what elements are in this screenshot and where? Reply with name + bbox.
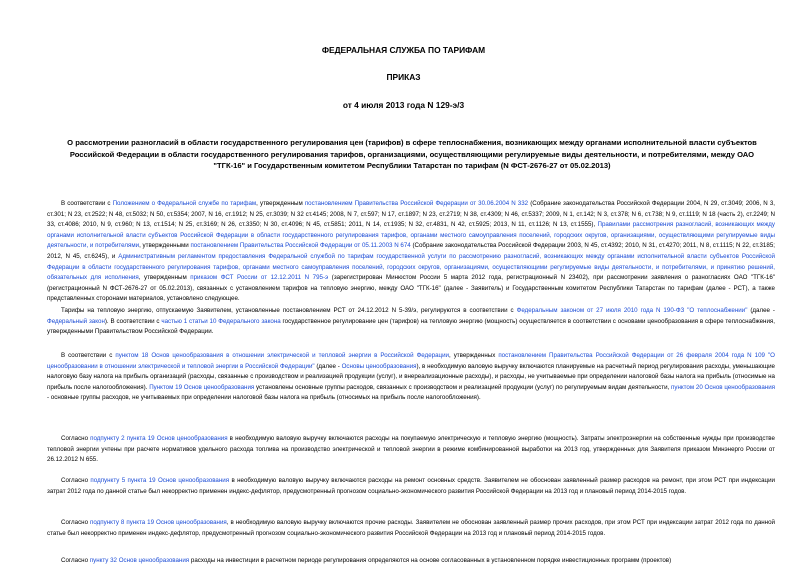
paragraph bbox=[47, 306, 775, 338]
paragraph-text: Согласно bbox=[61, 477, 91, 484]
document-link[interactable]: постановлением Правительства Российской Федерации от 05.11.2003 N 674 bbox=[190, 242, 411, 250]
document-link[interactable]: Федеральным законом от 27 июля 2010 года N 190-ФЗ "О теплоснабжении" bbox=[516, 307, 748, 314]
paragraph bbox=[47, 434, 775, 466]
paragraph-text: (Собрание законодательства Российской Федерации 2003, N 45, ст.4392; 2010, N 31, ст.4270; 2011, N 8, ст.1115; N 22, ст.3185; 2012, N 45, ст.6245), и bbox=[47, 242, 775, 260]
document-link[interactable]: подпункту 5 пункта 19 Основ ценообразования bbox=[90, 477, 230, 484]
paragraph-text: Согласно bbox=[61, 435, 91, 442]
document-link[interactable]: Административным регламентом предоставления Федеральной службой по тарифам государственной услуги по рассмотрению разногласий, возникающих между органами исполнительной власти субъектов Российской Федерации в области государственного регулирования тарифов, органами местного самоуправления поселений, городских округов, организациями, осуществляющими регулируемые виды деятельности, и потребителями, и принятию решений, обязательных для исполнения bbox=[47, 252, 776, 282]
paragraph-text: расходы на инвестиции в расчетном периоде регулирования определяются на основе согласованных в установленном порядке инвестиционных программ (проектов) bbox=[189, 557, 672, 564]
paragraph-text: (далее - bbox=[314, 362, 342, 370]
document-link[interactable]: подпункту 8 пункта 19 Основ ценообразования bbox=[90, 519, 227, 526]
document-type-heading: ПРИКАЗ bbox=[386, 72, 421, 82]
document-date-number: от 4 июля 2013 года N 129-э/3 bbox=[342, 100, 465, 110]
paragraph-text: ), в необходимую валовую выручку включаются планируемые на расчетный период регулирования расходы, уменьшающие налоговую базу налога на прибыль организаций (расходы, связанные с производством и реализацией продукции (услуг), и внереализационные расходы), и расходы, не учитываемые при определении налоговой базы налога на прибыль (относимые на прибыль после налогообложения). bbox=[47, 362, 775, 391]
paragraph-text: (зарегистрирован Минюстом России 5 марта 2012 года, регистрационный N 23402), при рассмотрении заявления о разногласиях ОАО "ТГК-16" (регистрационный N ФСТ-2676-27 от 05.02.2013), связанных с установлением тарифов на тепловую энергию, между ОАО "ТГК-16" (далее - Заявитель) и Государственным комитетом Республики Татарстан по тарифам (далее - РСТ), а также представленных сторонами материалов, установлено следующее. bbox=[47, 274, 776, 303]
document-title: О рассмотрении разногласий в области государственного регулирования цен (тарифов) в сфере теплоснабжения, возникающих между органами исполнительной власти субъектов Российской Федерации в области государственного регулирования тарифов, организациями, осуществляющими регулируемые виды деятельности, и потребителями, между ОАО "ТГК-16" и Государственным комитетом Республики Татарстан по тарифам (N ФСТ-2676-27 от 05.02.2013) bbox=[67, 138, 757, 171]
document-link[interactable]: Правилами рассмотрения разногласий, возникающих между органами исполнительной власти субъектов Российской Федерации в области государственного регулирования тарифов, органами местного самоуправления поселений, городских округов, организациями, осуществляющими регулируемые виды деятельности, и потребителями bbox=[47, 221, 775, 250]
paragraph-text: в необходимую валовую выручку включаются расходы на ремонт основных средств. Заявителем не обоснован заявленный размер расходов на ремонт, при этом РСТ при индексации затрат 2012 года по данной статье был некорректно применен индекс-дефлятор, предусмотренный прогнозом социально-экономического развития Российской Федерации на 2013 год и плановый период 2014-2015 годов. bbox=[47, 477, 775, 495]
document-link[interactable]: постановлением Правительства Российской Федерации от 26 февраля 2004 года N 109 "О ценообразовании в отношении электрической и тепловой энергии в Российской Федерации" bbox=[47, 352, 775, 370]
paragraph bbox=[47, 556, 775, 567]
document-link[interactable]: частью 1 статьи 10 Федерального закона bbox=[161, 317, 281, 325]
document-link[interactable]: пунктом 20 Основ ценообразования bbox=[671, 383, 775, 391]
paragraph-text: Согласно bbox=[61, 519, 91, 526]
paragraph-text: ). В соответствии с bbox=[104, 317, 162, 325]
document-link[interactable]: пункту 32 Основ ценообразования bbox=[89, 557, 190, 564]
document-link[interactable]: Основы ценообразования bbox=[341, 362, 417, 370]
paragraph bbox=[47, 351, 775, 404]
document-link[interactable]: приказом ФСТ России от 12.12.2011 N 795-э bbox=[190, 274, 329, 282]
paragraph-text: В соответствии с bbox=[61, 352, 116, 359]
document-link[interactable]: постановлением Правительства Российской Федерации от 30.06.2004 N 332 bbox=[304, 200, 529, 207]
paragraph bbox=[47, 476, 775, 497]
paragraph-text: , утвержденным bbox=[256, 200, 305, 207]
paragraph-text: (далее - bbox=[747, 307, 775, 314]
paragraph bbox=[47, 199, 775, 305]
paragraph-text: (Собрание законодательства Российской Федерации 2004, N 29, ст.3049; 2006, N 3, ст.301; N 23, ст.2522; N 48, ст.5032; N 50, ст.5354; 2007, N 16, ст.1912; N 25, ст.3039; N 32 ст.4145; 2008, N 7, ст.597; N 17, ст.1897; N 23, ст.2719; N 38, ст.4309; N 46, ст.5337; 2009, N 1, ст.142; N 3, ст.378; N 6, ст.738; N 9, ст.1119; N 18 (часть 2), ст.2249; N 33, ст.4086; 2010, N 9, ст.960; N 13, ст.1514; N 25, ст.3169; N 26, ст.3350; N 30, ст.4096; N 45, ст.5851; 2011, N 14, ст.1935; N 32, ст.4831, N 42, ст.5925; 2013, N 11, ст.1126; N 13, ст.1555), bbox=[47, 200, 775, 229]
paragraph-text: , утвержденным bbox=[138, 274, 191, 282]
paragraph-text: установлены основные группы расходов, связанных с производством и реализацией продукции (услуг) по регулируемым видам деятельности, bbox=[254, 383, 672, 391]
paragraph-text: В соответствии с bbox=[61, 200, 113, 207]
paragraph-text: , утвержденных bbox=[448, 352, 499, 359]
document-link[interactable]: Федеральный закон bbox=[47, 317, 105, 325]
agency-heading: ФЕДЕРАЛЬНАЯ СЛУЖБА ПО ТАРИФАМ bbox=[321, 45, 486, 55]
paragraph-text: Тарифы на тепловую энергию, отпускаемую Заявителем, установленные постановлением РСТ от 24.12.2012 N 5-39/э, регулируются в соответствии с bbox=[61, 307, 517, 314]
paragraph-text: государственное регулирование цен (тарифов) на тепловую энергию (мощность) осуществляется в соответствии с основами ценообразования в сфере теплоснабжения, утвержденными Правительством Российской Федерации. bbox=[47, 317, 775, 336]
document-link[interactable]: Пунктом 19 Основ ценообразования bbox=[149, 383, 255, 391]
paragraph-text: - основные группы расходов, не учитываемых при определении налоговой базы налога на прибыль (относимых на прибыль после налогообложения). bbox=[47, 394, 481, 402]
paragraph-text: Согласно bbox=[61, 557, 90, 564]
document-link[interactable]: подпункту 2 пункта 19 Основ ценообразования bbox=[90, 435, 228, 442]
paragraph-text: , в необходимую валовую выручку включаются прочие расходы. Заявителем не обоснован заявленный размер прочих расходов, при этом РСТ при индексации затрат 2012 года по данной статье был некорректно применен индекс-дефлятор, предусмотренный прогнозом социально-экономического развития Российской Федерации на 2013 год и плановый период 2014-2015 годов. bbox=[47, 519, 775, 537]
paragraph bbox=[47, 518, 775, 539]
paragraph-text: , утвержденными bbox=[139, 242, 191, 250]
document-link[interactable]: пунктом 18 Основ ценообразования в отношении электрической и тепловой энергии в Российской Федерации bbox=[115, 352, 449, 359]
paragraph-text: в необходимую валовую выручку включаются расходы на покупаемую электрическую и тепловую энергию (мощность). Затраты электроэнергии на собственные нужды при производстве тепловой энергии учтены при расчете нормативов удельного расхода топлива на производство электрической и тепловой энергии в режиме комбинированной выработки на 2013 год, утвержденных для Заявителя приказом Минэнерго России от 26.12.2012 N 655. bbox=[47, 435, 775, 464]
document-link[interactable]: Положением о Федеральной службе по тарифам bbox=[112, 200, 257, 207]
